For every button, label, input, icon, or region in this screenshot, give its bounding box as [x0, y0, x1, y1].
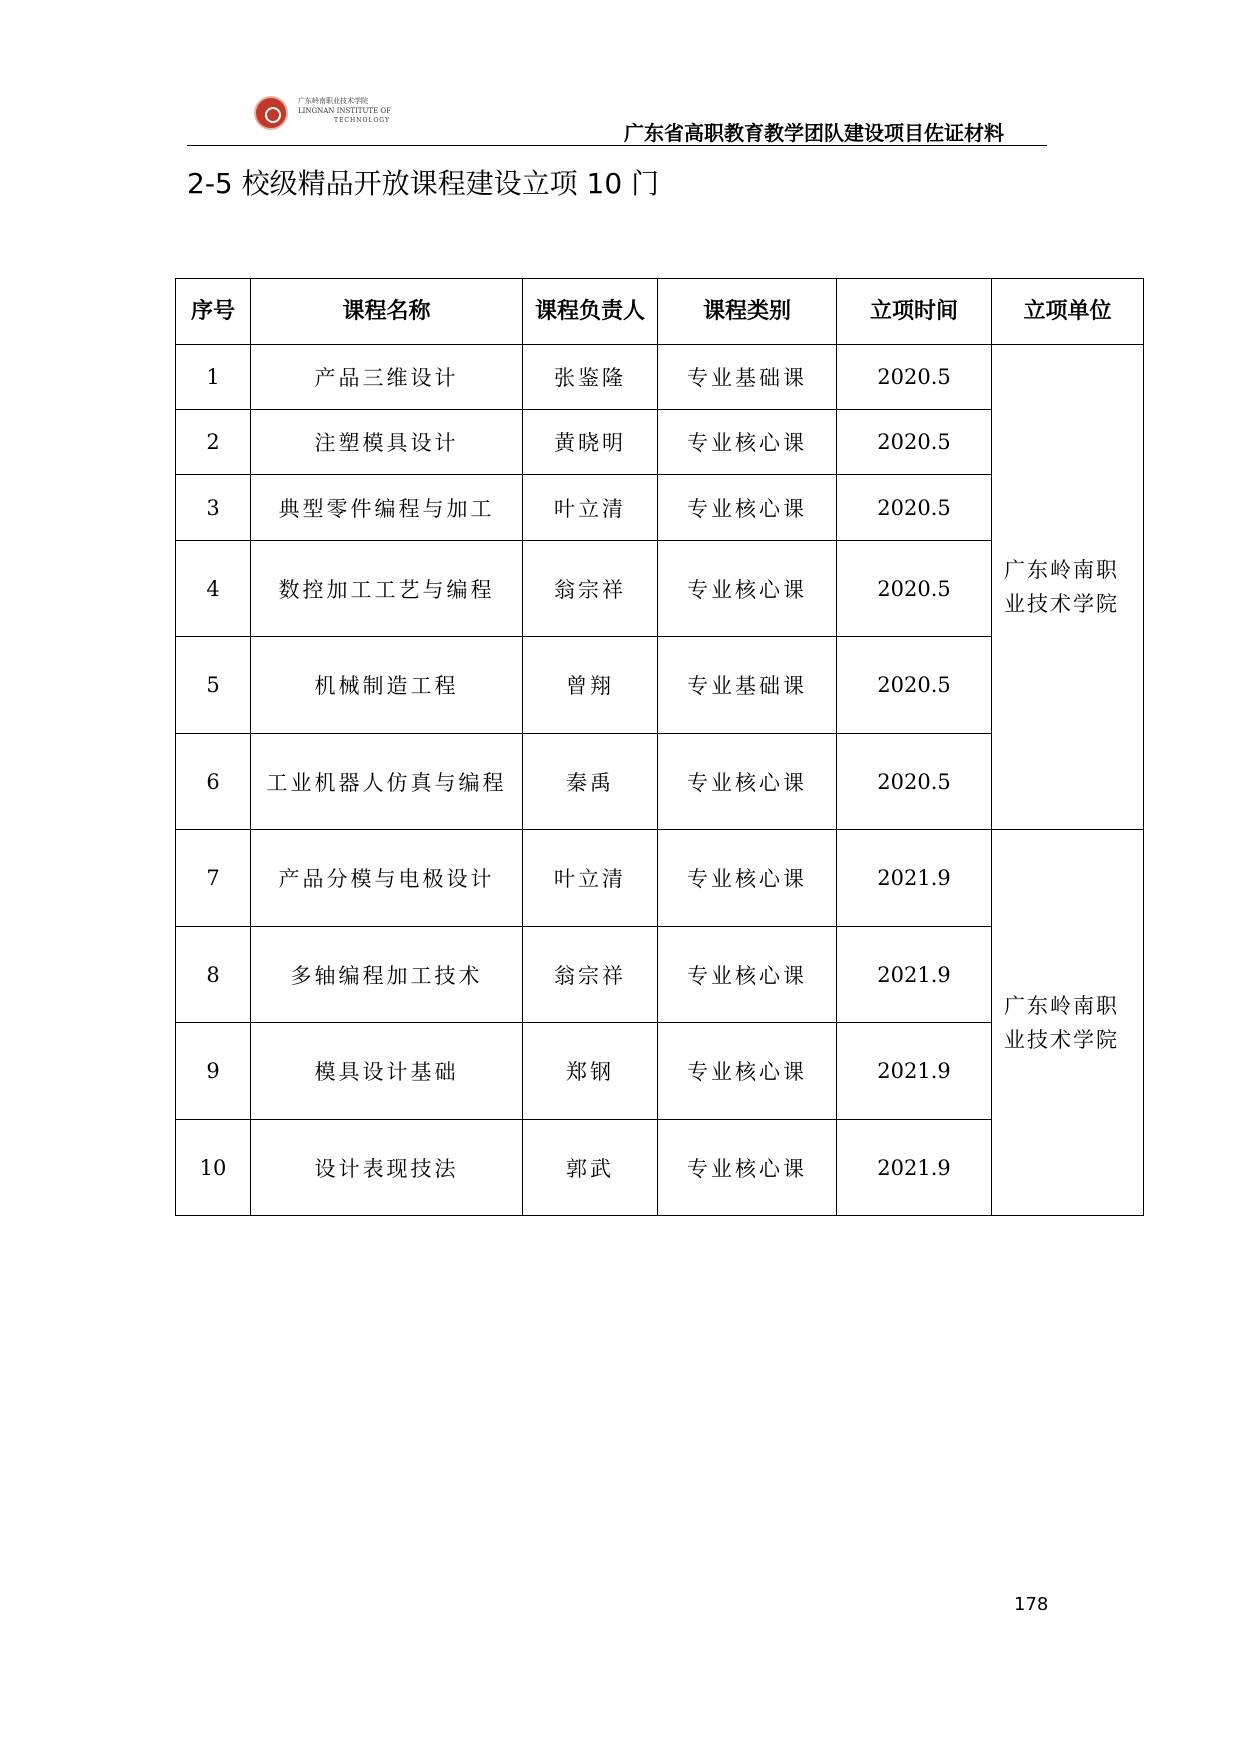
cell-index: 8 — [176, 927, 251, 1023]
cell-date: 2020.5 — [837, 734, 992, 830]
header-cell-category: 课程类别 — [658, 279, 837, 345]
header-title: 广东省高职教育教学团队建设项目佐证材料 — [624, 121, 1004, 145]
cell-date: 2021.9 — [837, 1023, 992, 1120]
cell-index: 10 — [176, 1120, 251, 1216]
cell-index: 6 — [176, 734, 251, 830]
header-cell-date: 立项时间 — [837, 279, 992, 345]
cell-index: 3 — [176, 475, 251, 541]
cell-course-name: 注塑模具设计 — [251, 410, 523, 475]
cell-date: 2020.5 — [837, 475, 992, 541]
table-header-row — [176, 279, 1144, 345]
cell-date: 2021.9 — [837, 830, 992, 927]
cell-leader: 张鉴隆 — [523, 345, 658, 410]
cell-unit: 广东岭南职业技术学院 — [992, 345, 1144, 830]
cell-category: 专业核心课 — [658, 1120, 837, 1216]
cell-course-name: 设计表现技法 — [251, 1120, 523, 1216]
cell-index: 4 — [176, 541, 251, 637]
logo-text-cn: 广东岭南职业技术学院 — [298, 97, 368, 105]
cell-unit: 广东岭南职业技术学院 — [992, 830, 1144, 1216]
header-cell-index: 序号 — [176, 279, 251, 345]
cell-category: 专业基础课 — [658, 345, 837, 410]
cell-category: 专业基础课 — [658, 637, 837, 734]
cell-index: 7 — [176, 830, 251, 927]
cell-leader: 郭武 — [523, 1120, 658, 1216]
cell-leader: 郑钢 — [523, 1023, 658, 1120]
section-title: 2-5 校级精品开放课程建设立项 10 门 — [187, 167, 660, 200]
header-cell-leader-text: 课程负责人 — [534, 298, 645, 324]
cell-leader: 曾翔 — [523, 637, 658, 734]
course-table — [175, 278, 1144, 1216]
cell-category: 专业核心课 — [658, 1023, 837, 1120]
cell-leader: 秦禹 — [523, 734, 658, 830]
cell-course-name: 模具设计基础 — [251, 1023, 523, 1120]
cell-category: 专业核心课 — [658, 410, 837, 475]
cell-leader: 叶立清 — [523, 830, 658, 927]
cell-course-name: 产品分模与电极设计 — [251, 830, 523, 927]
cell-date: 2021.9 — [837, 1120, 992, 1216]
cell-course-name: 机械制造工程 — [251, 637, 523, 734]
cell-leader: 翁宗祥 — [523, 927, 658, 1023]
header-cell-leader — [523, 279, 658, 345]
institution-logo — [254, 92, 404, 134]
seal-icon — [254, 96, 288, 130]
logo-text-en-2: TECHNOLOGY — [334, 117, 390, 124]
cell-category: 专业核心课 — [658, 830, 837, 927]
cell-index: 5 — [176, 637, 251, 734]
cell-date: 2020.5 — [837, 541, 992, 637]
cell-leader: 黄晓明 — [523, 410, 658, 475]
cell-index: 1 — [176, 345, 251, 410]
cell-course-name: 工业机器人仿真与编程 — [251, 734, 523, 830]
cell-leader: 翁宗祥 — [523, 541, 658, 637]
cell-course-name: 多轴编程加工技术 — [251, 927, 523, 1023]
header-divider — [187, 145, 1047, 146]
cell-index: 9 — [176, 1023, 251, 1120]
cell-date: 2020.5 — [837, 410, 992, 475]
cell-date: 2021.9 — [837, 927, 992, 1023]
cell-index: 2 — [176, 410, 251, 475]
header-cell-unit: 立项单位 — [992, 279, 1144, 345]
cell-date: 2020.5 — [837, 345, 992, 410]
cell-category: 专业核心课 — [658, 475, 837, 541]
cell-date: 2020.5 — [837, 637, 992, 734]
logo-text-en: LINGNAN INSTITUTE OF — [298, 107, 391, 115]
table-row — [176, 345, 1144, 410]
cell-leader: 叶立清 — [523, 475, 658, 541]
cell-category: 专业核心课 — [658, 734, 837, 830]
cell-category: 专业核心课 — [658, 541, 837, 637]
page-number: 178 — [1014, 1594, 1049, 1615]
table-row — [176, 830, 1144, 927]
header-cell-course-name: 课程名称 — [251, 279, 523, 345]
cell-course-name: 产品三维设计 — [251, 345, 523, 410]
cell-course-name: 数控加工工艺与编程 — [251, 541, 523, 637]
cell-course-name: 典型零件编程与加工 — [251, 475, 523, 541]
cell-category: 专业核心课 — [658, 927, 837, 1023]
